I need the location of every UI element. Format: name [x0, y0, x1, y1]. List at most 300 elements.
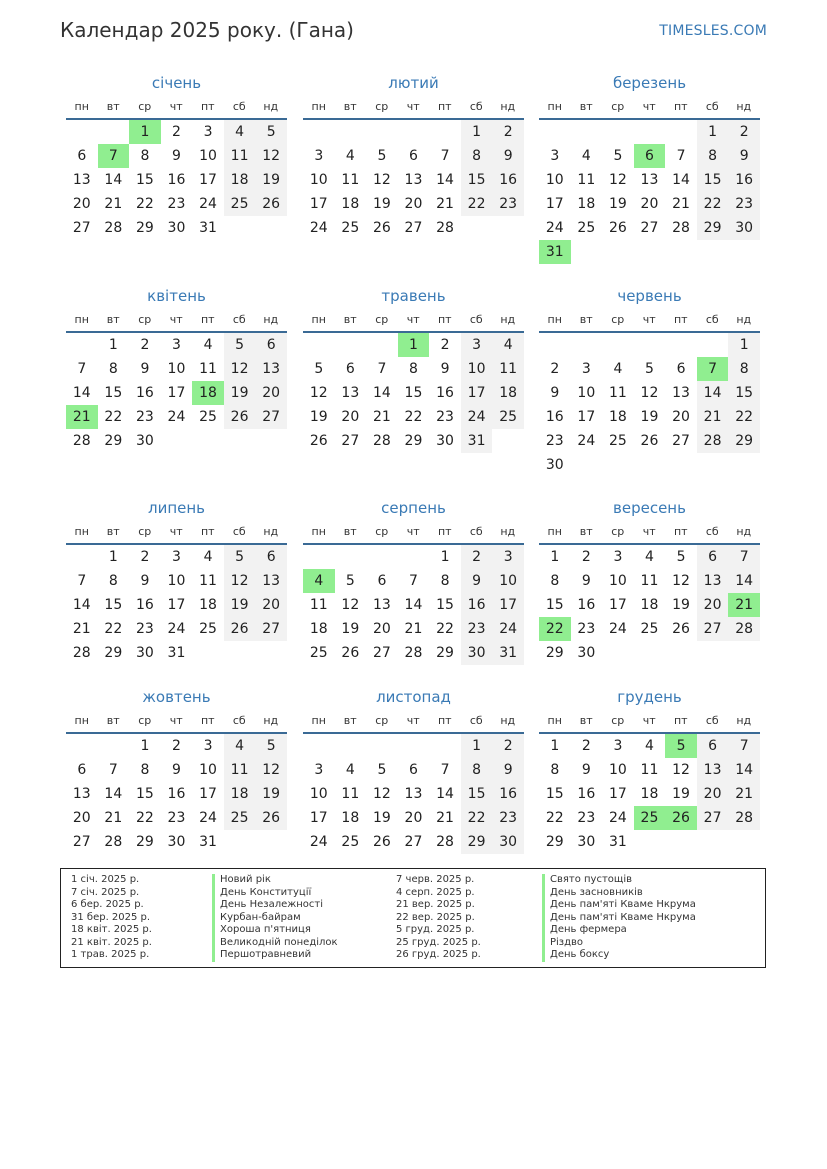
- day-cell: 24: [199, 196, 217, 212]
- day-cell: 29: [728, 429, 760, 453]
- day-cell: 11: [492, 357, 524, 381]
- weekday-label: пн: [74, 714, 89, 727]
- day-cell: 18: [224, 168, 256, 192]
- day-cell: 30: [728, 216, 760, 240]
- weekday-header: [539, 710, 760, 734]
- day-cell: 24: [461, 405, 493, 429]
- day-cell: 2: [581, 549, 591, 565]
- day-cell: 24: [577, 433, 596, 449]
- day-cell: 6: [77, 148, 87, 164]
- day-cell: 4: [613, 361, 623, 377]
- legend-date: 4 серп. 2025 р.: [396, 886, 475, 898]
- weekday-label: ср: [611, 525, 625, 538]
- day-cell: 11: [199, 361, 217, 377]
- day-cell: 27: [697, 617, 729, 641]
- day-cell: 21: [104, 810, 123, 826]
- month-2: [303, 70, 524, 240]
- legend-date: 5 груд. 2025 р.: [396, 924, 475, 935]
- empty-cell: [429, 120, 461, 144]
- day-cell: 21: [436, 196, 454, 212]
- day-cell: 15: [404, 385, 423, 401]
- day-cell: 26: [224, 405, 256, 429]
- day-cell: 23: [135, 409, 154, 425]
- day-cell: 30: [577, 834, 596, 850]
- month-name: січень: [151, 74, 202, 92]
- legend-holiday-name: Різдво: [542, 937, 696, 950]
- day-cell: 5: [224, 545, 256, 569]
- day-cell: 19: [309, 409, 328, 425]
- legend-holiday-name: Хороша п'ятниця: [212, 924, 338, 937]
- day-cell: 25: [309, 645, 328, 661]
- weekday-label: нд: [500, 525, 516, 538]
- weekday-label: ср: [138, 525, 152, 538]
- day-cell: 19: [372, 196, 391, 212]
- weekday-label: сб: [469, 313, 483, 326]
- day-cell: 23: [436, 409, 454, 425]
- weekday-label: ср: [138, 313, 152, 326]
- day-cell: 30: [492, 830, 524, 854]
- day-cell: 8: [108, 573, 118, 589]
- holiday-day-cell: 25: [634, 806, 666, 830]
- empty-cell: [398, 545, 430, 569]
- day-cell: 15: [104, 597, 123, 613]
- day-cell: 20: [697, 593, 729, 617]
- day-cell: 8: [140, 762, 150, 778]
- day-cell: 26: [255, 192, 287, 216]
- month-name: червень: [617, 287, 682, 305]
- day-cell: 10: [608, 573, 627, 589]
- day-cell: 5: [676, 549, 686, 565]
- day-cell: 25: [640, 621, 659, 637]
- day-cell: 29: [104, 645, 123, 661]
- day-cell: 11: [341, 786, 360, 802]
- empty-cell: [665, 120, 697, 144]
- day-cell: 1: [108, 337, 118, 353]
- day-cell: 14: [697, 381, 729, 405]
- weekday-label: вт: [106, 714, 120, 727]
- day-cell: 7: [409, 573, 418, 589]
- holiday-day-cell: 4: [303, 569, 335, 593]
- day-cell: 1: [728, 333, 760, 357]
- day-cell: 14: [104, 786, 123, 802]
- day-cell: 6: [255, 333, 287, 357]
- weekday-label: чт: [169, 100, 183, 113]
- day-grid: [303, 120, 524, 240]
- day-cell: 7: [676, 148, 686, 164]
- month-6: [539, 283, 760, 477]
- weekday-label: вт: [106, 313, 120, 326]
- day-cell: 18: [492, 381, 524, 405]
- empty-cell: [66, 333, 98, 357]
- legend-names-left: [212, 874, 338, 962]
- day-cell: 11: [640, 762, 659, 778]
- legend-holiday-name: Великодній понеділок: [212, 937, 338, 950]
- day-cell: 12: [224, 357, 256, 381]
- day-cell: 7: [377, 361, 387, 377]
- day-cell: 8: [409, 361, 418, 377]
- day-cell: 18: [640, 786, 659, 802]
- day-cell: 21: [372, 409, 391, 425]
- day-cell: 9: [461, 569, 493, 593]
- weekday-label: нд: [263, 100, 279, 113]
- month-name: березень: [612, 74, 687, 92]
- weekday-label: ср: [375, 525, 389, 538]
- day-cell: 31: [199, 220, 217, 236]
- day-cell: 4: [581, 148, 591, 164]
- holiday-day-cell: 6: [634, 144, 666, 168]
- day-cell: 24: [167, 621, 186, 637]
- brand-link[interactable]: TIMESLES.COM: [659, 23, 767, 39]
- day-cell: 22: [135, 810, 154, 826]
- day-cell: 29: [545, 834, 564, 850]
- day-cell: 20: [697, 782, 729, 806]
- day-cell: 29: [697, 216, 729, 240]
- day-cell: 12: [672, 762, 690, 778]
- day-cell: 10: [492, 569, 524, 593]
- day-cell: 24: [545, 220, 564, 236]
- weekday-label: вт: [343, 714, 357, 727]
- day-cell: 12: [255, 758, 287, 782]
- day-cell: 6: [409, 148, 418, 164]
- day-cell: 2: [461, 545, 493, 569]
- month-10: [66, 684, 287, 854]
- holiday-day-cell: 18: [192, 381, 224, 405]
- weekday-header: [539, 309, 760, 333]
- day-cell: 12: [224, 569, 256, 593]
- day-cell: 4: [345, 148, 355, 164]
- legend-holiday-name: День пам'яті Кваме Нкрума: [542, 899, 696, 912]
- weekday-label: пт: [673, 525, 688, 538]
- day-cell: 11: [199, 573, 217, 589]
- day-cell: 19: [672, 597, 690, 613]
- day-cell: 28: [372, 433, 391, 449]
- day-cell: 1: [440, 549, 450, 565]
- empty-cell: [366, 333, 398, 357]
- day-cell: 11: [640, 573, 659, 589]
- day-cell: 11: [309, 597, 328, 613]
- day-cell: 3: [461, 333, 493, 357]
- empty-cell: [571, 333, 603, 357]
- empty-cell: [366, 120, 398, 144]
- holiday-day-cell: 31: [539, 240, 571, 264]
- holiday-day-cell: 26: [665, 806, 697, 830]
- holiday-day-cell: 5: [665, 734, 697, 758]
- empty-cell: [366, 545, 398, 569]
- day-cell: 20: [341, 409, 360, 425]
- weekday-label: пт: [437, 100, 452, 113]
- day-cell: 2: [140, 337, 150, 353]
- day-cell: 14: [436, 786, 454, 802]
- day-cell: 18: [224, 782, 256, 806]
- day-cell: 26: [341, 645, 360, 661]
- day-cell: 23: [545, 433, 564, 449]
- day-cell: 20: [404, 196, 423, 212]
- holiday-day-cell: 1: [129, 120, 161, 144]
- empty-cell: [66, 120, 98, 144]
- day-cell: 3: [203, 124, 213, 140]
- day-cell: 6: [377, 573, 387, 589]
- legend-holiday-name: Новий рік: [212, 874, 338, 887]
- day-cell: 3: [314, 762, 324, 778]
- weekday-label: пн: [311, 525, 326, 538]
- weekday-label: пт: [437, 525, 452, 538]
- weekday-label: сб: [705, 525, 719, 538]
- day-cell: 11: [224, 758, 256, 782]
- day-cell: 3: [492, 545, 524, 569]
- day-cell: 28: [728, 617, 760, 641]
- day-cell: 23: [492, 806, 524, 830]
- day-cell: 30: [135, 645, 154, 661]
- day-cell: 30: [135, 433, 154, 449]
- day-cell: 31: [199, 834, 217, 850]
- day-cell: 20: [255, 381, 287, 405]
- weekday-label: ср: [138, 714, 152, 727]
- month-4: [66, 283, 287, 453]
- weekday-label: пт: [673, 100, 688, 113]
- day-cell: 21: [728, 782, 760, 806]
- day-cell: 24: [492, 617, 524, 641]
- weekday-label: чт: [406, 714, 420, 727]
- weekday-header: [303, 309, 524, 333]
- day-cell: 4: [645, 738, 654, 754]
- day-cell: 20: [672, 409, 690, 425]
- day-cell: 7: [728, 734, 760, 758]
- weekday-label: пн: [74, 525, 89, 538]
- day-cell: 2: [492, 120, 524, 144]
- day-cell: 10: [167, 573, 186, 589]
- legend-date: 1 січ. 2025 р.: [71, 874, 140, 885]
- day-cell: 24: [309, 834, 328, 850]
- empty-cell: [335, 120, 367, 144]
- day-cell: 4: [203, 549, 213, 565]
- legend-dates-right: [396, 874, 481, 962]
- empty-cell: [571, 120, 603, 144]
- day-cell: 17: [167, 385, 186, 401]
- day-cell: 13: [672, 385, 690, 401]
- weekday-label: сб: [705, 313, 719, 326]
- day-cell: 17: [309, 196, 328, 212]
- weekday-header: [66, 521, 287, 545]
- weekday-label: нд: [263, 714, 279, 727]
- weekday-label: сб: [469, 525, 483, 538]
- weekday-label: ср: [611, 714, 625, 727]
- day-cell: 3: [613, 549, 623, 565]
- day-cell: 3: [172, 549, 181, 565]
- day-cell: 17: [608, 786, 627, 802]
- day-cell: 8: [550, 762, 560, 778]
- day-cell: 10: [199, 762, 217, 778]
- day-cell: 19: [640, 409, 659, 425]
- day-cell: 23: [728, 192, 760, 216]
- weekday-label: пн: [311, 313, 326, 326]
- day-cell: 20: [640, 196, 659, 212]
- day-cell: 27: [672, 433, 690, 449]
- weekday-label: чт: [642, 714, 656, 727]
- empty-cell: [335, 333, 367, 357]
- day-cell: 25: [492, 405, 524, 429]
- day-cell: 22: [404, 409, 423, 425]
- day-cell: 23: [167, 810, 186, 826]
- legend-holiday-name: День засновників: [542, 887, 696, 900]
- day-cell: 13: [255, 357, 287, 381]
- day-cell: 16: [728, 168, 760, 192]
- day-cell: 19: [608, 196, 627, 212]
- day-cell: 3: [203, 738, 213, 754]
- day-cell: 15: [436, 597, 454, 613]
- day-cell: 18: [640, 597, 659, 613]
- day-cell: 15: [104, 385, 123, 401]
- day-cell: 4: [645, 549, 654, 565]
- day-cell: 12: [372, 786, 391, 802]
- month-8: [303, 495, 524, 665]
- day-cell: 16: [167, 172, 186, 188]
- day-cell: 14: [372, 385, 391, 401]
- day-cell: 28: [728, 806, 760, 830]
- holiday-day-cell: 21: [728, 593, 760, 617]
- day-cell: 12: [640, 385, 659, 401]
- day-cell: 8: [108, 361, 118, 377]
- day-cell: 5: [314, 361, 324, 377]
- day-cell: 27: [404, 220, 423, 236]
- weekday-label: пт: [200, 100, 215, 113]
- weekday-label: нд: [500, 100, 516, 113]
- day-cell: 10: [167, 361, 186, 377]
- day-cell: 6: [77, 762, 87, 778]
- legend-date: 1 трав. 2025 р.: [71, 949, 150, 960]
- weekday-label: ср: [375, 313, 389, 326]
- day-cell: 10: [309, 172, 328, 188]
- empty-cell: [634, 333, 666, 357]
- day-cell: 15: [728, 381, 760, 405]
- day-cell: 19: [255, 168, 287, 192]
- holiday-day-cell: 7: [697, 357, 729, 381]
- day-cell: 30: [436, 433, 454, 449]
- day-cell: 25: [199, 409, 217, 425]
- weekday-label: нд: [736, 100, 752, 113]
- weekday-label: сб: [232, 100, 246, 113]
- day-cell: 27: [255, 617, 287, 641]
- day-cell: 19: [255, 782, 287, 806]
- day-cell: 14: [72, 385, 91, 401]
- day-cell: 21: [404, 621, 423, 637]
- legend-holiday-name: День пам'яті Кваме Нкрума: [542, 912, 696, 925]
- weekday-label: сб: [469, 100, 483, 113]
- day-cell: 11: [577, 172, 596, 188]
- weekday-label: пт: [437, 313, 452, 326]
- empty-cell: [303, 120, 335, 144]
- day-cell: 10: [461, 357, 493, 381]
- day-grid: [303, 333, 524, 453]
- empty-cell: [398, 120, 430, 144]
- day-cell: 30: [545, 457, 564, 473]
- day-cell: 8: [461, 144, 493, 168]
- day-cell: 29: [135, 834, 154, 850]
- day-cell: 10: [309, 786, 328, 802]
- day-cell: 30: [461, 641, 493, 665]
- day-cell: 15: [135, 172, 154, 188]
- day-cell: 15: [461, 168, 493, 192]
- day-grid: [539, 333, 760, 477]
- day-cell: 29: [436, 645, 454, 661]
- day-cell: 13: [640, 172, 659, 188]
- day-cell: 25: [224, 806, 256, 830]
- day-cell: 26: [672, 621, 690, 637]
- day-cell: 28: [72, 433, 91, 449]
- month-name: листопад: [376, 688, 451, 706]
- month-name: квітень: [147, 287, 206, 305]
- month-name: липень: [147, 499, 206, 517]
- day-cell: 3: [172, 337, 181, 353]
- day-cell: 2: [492, 734, 524, 758]
- day-cell: 14: [104, 172, 123, 188]
- day-cell: 24: [608, 621, 627, 637]
- day-cell: 10: [577, 385, 596, 401]
- day-cell: 25: [608, 433, 627, 449]
- weekday-label: ср: [611, 100, 625, 113]
- day-cell: 19: [672, 786, 690, 802]
- month-7: [66, 495, 287, 665]
- day-cell: 9: [140, 573, 150, 589]
- legend-holiday-name: Першотравневий: [212, 949, 338, 962]
- weekday-label: пт: [437, 714, 452, 727]
- day-cell: 8: [140, 148, 150, 164]
- day-cell: 4: [224, 734, 256, 758]
- legend-date: 7 січ. 2025 р.: [71, 886, 140, 898]
- weekday-label: сб: [469, 714, 483, 727]
- weekday-label: чт: [642, 100, 656, 113]
- day-cell: 2: [581, 738, 591, 754]
- day-cell: 29: [104, 433, 123, 449]
- day-cell: 5: [224, 333, 256, 357]
- day-cell: 2: [172, 738, 181, 754]
- weekday-header: [303, 710, 524, 734]
- legend-date: 21 квіт. 2025 р.: [71, 936, 152, 948]
- day-cell: 7: [77, 361, 87, 377]
- day-cell: 14: [728, 569, 760, 593]
- day-cell: 27: [341, 433, 360, 449]
- day-cell: 18: [577, 196, 596, 212]
- day-cell: 30: [167, 834, 186, 850]
- day-grid: [66, 734, 287, 854]
- weekday-label: сб: [232, 525, 246, 538]
- day-cell: 12: [672, 573, 690, 589]
- day-cell: 29: [135, 220, 154, 236]
- day-cell: 23: [167, 196, 186, 212]
- day-cell: 21: [436, 810, 454, 826]
- day-grid: [66, 120, 287, 240]
- day-cell: 16: [167, 786, 186, 802]
- day-cell: 16: [135, 385, 154, 401]
- weekday-label: пн: [547, 525, 562, 538]
- day-cell: 12: [309, 385, 328, 401]
- month-name: вересень: [613, 499, 686, 517]
- day-cell: 25: [341, 834, 360, 850]
- weekday-label: ср: [138, 100, 152, 113]
- day-cell: 22: [461, 192, 493, 216]
- day-cell: 6: [697, 545, 729, 569]
- day-cell: 17: [199, 786, 217, 802]
- day-cell: 9: [550, 385, 560, 401]
- day-cell: 1: [697, 120, 729, 144]
- day-cell: 13: [404, 786, 423, 802]
- day-cell: 12: [608, 172, 627, 188]
- empty-cell: [366, 734, 398, 758]
- weekday-header: [539, 96, 760, 120]
- day-cell: 13: [341, 385, 360, 401]
- day-cell: 20: [72, 196, 91, 212]
- day-cell: 16: [545, 409, 564, 425]
- weekday-label: чт: [169, 525, 183, 538]
